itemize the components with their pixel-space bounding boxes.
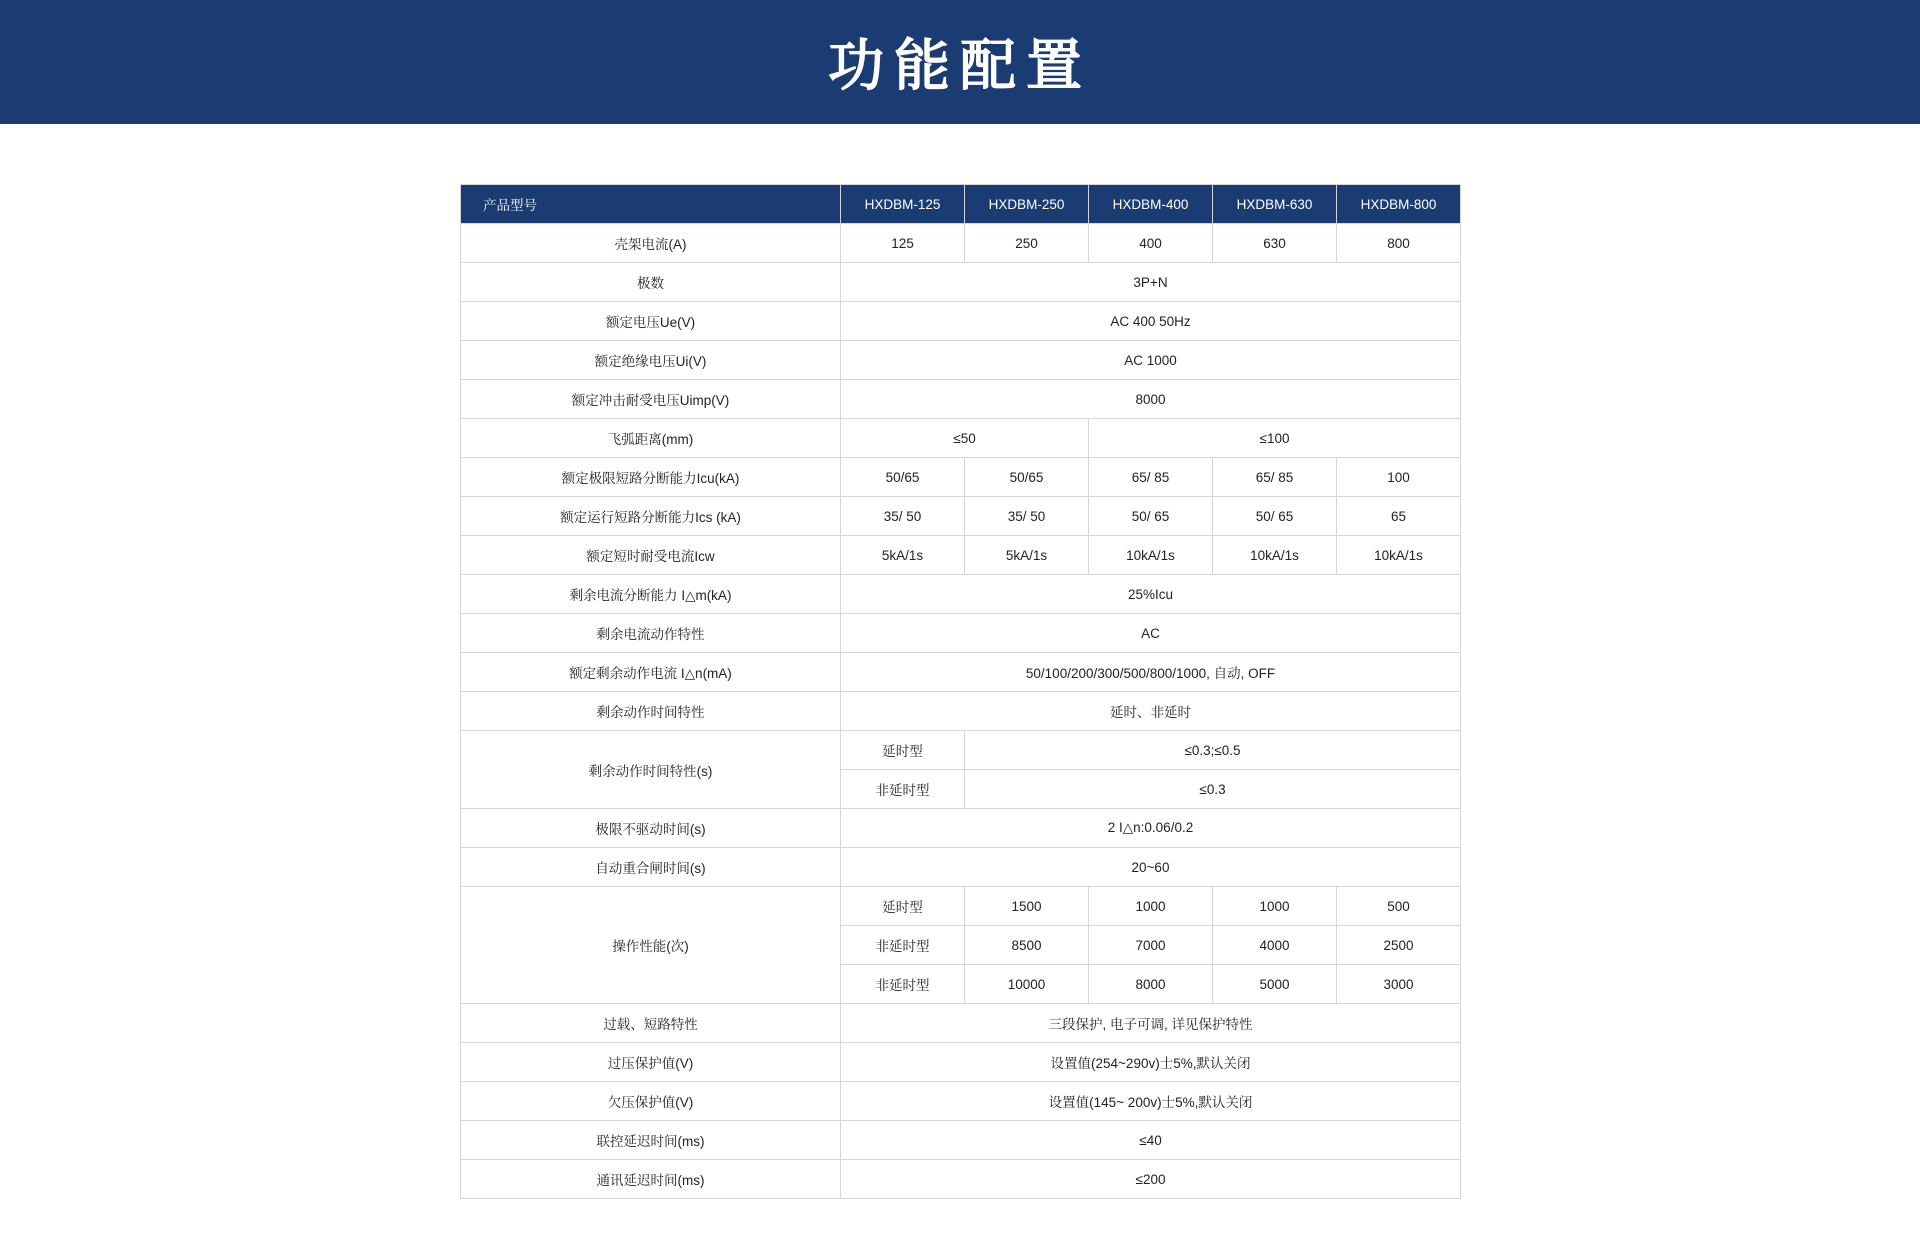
row-merged-value: 50/100/200/300/500/800/1000, 自动, OFF	[841, 653, 1461, 692]
row-cell: 630	[1213, 224, 1337, 263]
table-row	[461, 809, 1461, 848]
row-cell: 500	[1337, 887, 1461, 926]
row-merged-value: 延时、非延时	[841, 692, 1461, 731]
row-cell: 800	[1337, 224, 1461, 263]
table-row	[461, 1082, 1461, 1121]
row-cell: 125	[841, 224, 965, 263]
row-merged-value: 25%Icu	[841, 575, 1461, 614]
row-merged-value: 设置值(254~290v)士5%,默认关闭	[841, 1043, 1461, 1082]
row-merged-value: 2 I△n:0.06/0.2	[841, 809, 1461, 848]
table-row	[461, 302, 1461, 341]
header-model-2: HXDBM-250	[965, 185, 1089, 224]
table-row	[461, 380, 1461, 419]
row-cell: 50/65	[841, 458, 965, 497]
row-merged-value: ≤40	[841, 1121, 1461, 1160]
row-label: 额定极限短路分断能力Icu(kA)	[461, 458, 841, 497]
table-row	[461, 1121, 1461, 1160]
row-sublabel: 非延时型	[841, 926, 965, 965]
row-label: 过压保护值(V)	[461, 1043, 841, 1082]
row-label: 联控延迟时间(ms)	[461, 1121, 841, 1160]
row-label: 自动重合闸时间(s)	[461, 848, 841, 887]
row-cell: 65/ 85	[1089, 458, 1213, 497]
header-model-1: HXDBM-125	[841, 185, 965, 224]
table-row	[461, 614, 1461, 653]
table-row	[461, 497, 1461, 536]
row-cell: 50/ 65	[1089, 497, 1213, 536]
row-label: 剩余动作时间特性(s)	[461, 731, 841, 809]
table-row	[461, 263, 1461, 302]
row-cell: 7000	[1089, 926, 1213, 965]
page-banner	[0, 0, 1920, 124]
table-row	[461, 653, 1461, 692]
table-header-row	[461, 185, 1461, 224]
row-cell: 10kA/1s	[1337, 536, 1461, 575]
row-label: 极数	[461, 263, 841, 302]
header-model-4: HXDBM-630	[1213, 185, 1337, 224]
row-sublabel: 延时型	[841, 731, 965, 770]
row-cell: 2500	[1337, 926, 1461, 965]
row-cell: 35/ 50	[965, 497, 1089, 536]
row-cell: 10kA/1s	[1089, 536, 1213, 575]
row-label: 壳架电流(A)	[461, 224, 841, 263]
table-row	[461, 731, 1461, 770]
row-merged-value: AC 400 50Hz	[841, 302, 1461, 341]
table-row	[461, 1043, 1461, 1082]
table-row	[461, 887, 1461, 926]
row-split-value: ≤100	[1089, 419, 1461, 458]
row-cell: 10000	[965, 965, 1089, 1004]
row-merged-value: 20~60	[841, 848, 1461, 887]
row-cell: 1000	[1213, 887, 1337, 926]
row-label: 通讯延迟时间(ms)	[461, 1160, 841, 1199]
row-label: 额定电压Ue(V)	[461, 302, 841, 341]
row-merged-value: ≤200	[841, 1160, 1461, 1199]
page-title: 功能配置	[828, 34, 1092, 99]
row-label: 飞弧距离(mm)	[461, 419, 841, 458]
spec-table-container	[460, 184, 1460, 1199]
header-model-5: HXDBM-800	[1337, 185, 1461, 224]
header-model-3: HXDBM-400	[1089, 185, 1213, 224]
row-label: 额定运行短路分断能力Ics (kA)	[461, 497, 841, 536]
table-row	[461, 692, 1461, 731]
row-split-value: ≤50	[841, 419, 1089, 458]
row-cell: 65	[1337, 497, 1461, 536]
row-cell: 250	[965, 224, 1089, 263]
table-row	[461, 224, 1461, 263]
row-label: 额定短时耐受电流Icw	[461, 536, 841, 575]
row-merged-value: 3P+N	[841, 263, 1461, 302]
row-label: 剩余电流动作特性	[461, 614, 841, 653]
row-label: 额定剩余动作电流 I△n(mA)	[461, 653, 841, 692]
row-merged-value: 三段保护, 电子可调, 详见保护特性	[841, 1004, 1461, 1043]
table-row	[461, 575, 1461, 614]
row-cell: 50/ 65	[1213, 497, 1337, 536]
row-cell: 1500	[965, 887, 1089, 926]
table-row	[461, 341, 1461, 380]
row-merged-value: 设置值(145~ 200v)士5%,默认关闭	[841, 1082, 1461, 1121]
table-row	[461, 419, 1461, 458]
row-cell: 8000	[1089, 965, 1213, 1004]
row-cell: 4000	[1213, 926, 1337, 965]
row-label: 剩余电流分断能力 I△m(kA)	[461, 575, 841, 614]
row-label: 极限不驱动时间(s)	[461, 809, 841, 848]
table-row	[461, 458, 1461, 497]
row-cell: 5000	[1213, 965, 1337, 1004]
row-cell: 3000	[1337, 965, 1461, 1004]
row-cell: 5kA/1s	[841, 536, 965, 575]
row-sublabel: 非延时型	[841, 965, 965, 1004]
row-cell: 65/ 85	[1213, 458, 1337, 497]
row-cell: 400	[1089, 224, 1213, 263]
row-label: 额定冲击耐受电压Uimp(V)	[461, 380, 841, 419]
row-label: 过载、短路特性	[461, 1004, 841, 1043]
row-merged-value: AC	[841, 614, 1461, 653]
row-merged-value: AC 1000	[841, 341, 1461, 380]
row-cell: 1000	[1089, 887, 1213, 926]
table-row	[461, 1160, 1461, 1199]
row-cell: 100	[1337, 458, 1461, 497]
row-merged-value: ≤0.3	[965, 770, 1461, 809]
specification-table	[460, 184, 1461, 1199]
row-label: 剩余动作时间特性	[461, 692, 841, 731]
row-sublabel: 非延时型	[841, 770, 965, 809]
row-cell: 10kA/1s	[1213, 536, 1337, 575]
row-cell: 5kA/1s	[965, 536, 1089, 575]
row-cell: 8500	[965, 926, 1089, 965]
header-label: 产品型号	[461, 185, 841, 224]
table-row	[461, 848, 1461, 887]
row-label: 欠压保护值(V)	[461, 1082, 841, 1121]
row-label: 额定绝缘电压Ui(V)	[461, 341, 841, 380]
table-row	[461, 1004, 1461, 1043]
row-merged-value: ≤0.3;≤0.5	[965, 731, 1461, 770]
row-merged-value: 8000	[841, 380, 1461, 419]
row-label: 操作性能(次)	[461, 887, 841, 1004]
row-cell: 35/ 50	[841, 497, 965, 536]
table-row	[461, 536, 1461, 575]
row-sublabel: 延时型	[841, 887, 965, 926]
row-cell: 50/65	[965, 458, 1089, 497]
